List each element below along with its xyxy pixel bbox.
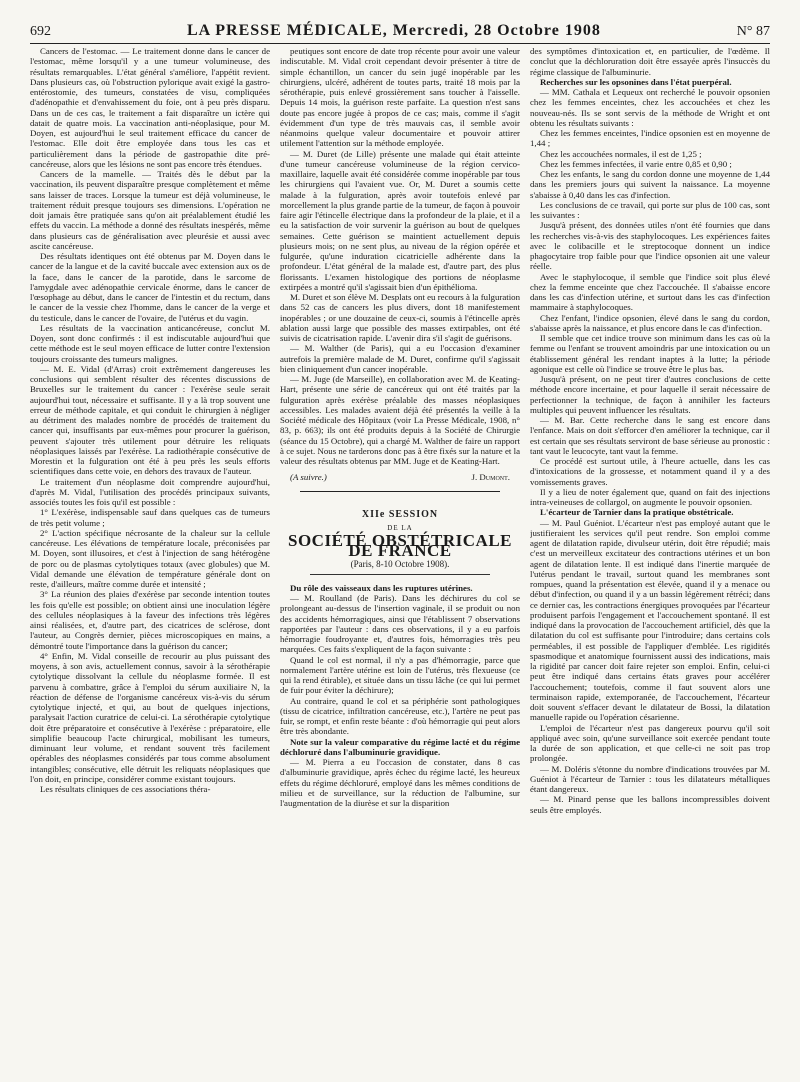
issue-number: N° 87 bbox=[736, 24, 770, 39]
paragraph: Quand le col est normal, il n'y a pas d'hémorragie, parce que normalement l'artère utérine est loin de l'utérus, très flexueuse (ce qui la rend étirable), et située dans un tissu lâche (ce qui lui permet de fuir pour éviter la déchirure); bbox=[280, 654, 520, 696]
paragraph: — M. Duret (de Lille) présente une malade qui était atteinte d'une tumeur cancéreuse volumineuse de la région cervico-maxillaire, laquelle avait été considérée comme inopérable par tous les chirurgiens qui l'avaient vue. Or, M. Duret a soumis cette malade à la fulguration, après avoir toutefois enlevé par morcellement la plus grande partie de la tumeur, de façon à pouvoir faire agir l'étincelle électrique dans la profondeur de la plaie, et il a eu la satisfaction de voir survenir la guérison au bout de quelques semaines. Cette guérison se maintient actuellement depuis plusieurs mois; on ne sent plus, au niveau de la région opérée et fulgurée, qu'une induration cicatricielle adhérente dans la profondeur. L'état général de la malade est, d'autre part, des plus florissants. L'examen histologique des portions de néoplasme extirpées a montré qu'il s'agissait bien d'un épithélioma. bbox=[280, 148, 520, 292]
publication-title: LA PRESSE MÉDICALE, Mercredi, 28 Octobre 1908 bbox=[186, 22, 601, 39]
society-name: SOCIÉTÉ OBSTÉTRICALE DE FRANCE bbox=[288, 531, 512, 561]
section-divider bbox=[300, 491, 500, 492]
paragraph: Il semble que cet indice trouve son minimum dans les cas où la femme ou l'enfant se trouvent amoindris par une intoxication ou un établissement général les rendant inaptes à la lutte; la période agonique est celle où l'indice se trouve être le plus bas. bbox=[530, 333, 770, 374]
paragraph: — M. Pinard pense que les ballons incompressibles doivent seuls être employés. bbox=[530, 794, 770, 815]
paragraph: — M. Juge (de Marseille), en collaboration avec M. de Keating-Hart, présente une série de cancéreux qui ont été traités par la fulguration après exérèse préalable des masses néoplasiques accessibles. Les malades avaient déjà été présentés la veille à la Société médicale des Hôpitaux (voir La Presse Médicale, 1908, n° 83, p. 663); ils ont été produits depuis à la Société de Chirurgie (séance du 15 Octobre), qui a chargé M. Walther de faire un rapport à ce sujet. Nous ne tarderons donc pas à être fixés sur la nature et la valeur des résultats obtenus par MM. Juge et de Keating-Hart. bbox=[280, 374, 520, 466]
paragraph: Chez les enfants, le sang du cordon donne une moyenne de 1,44 dans les premiers jours qui suivent la naissance. La moyenne s'abaisse à 0,40 dans les cas d'infection. bbox=[530, 169, 770, 200]
paragraph: Jusqu'à présent, des données utiles n'ont été fournies que dans les recherches vis-à-vis des staphylocoques. Les expériences faites avec le colibacille et le streptocoque donnent un indice phagocytaire trop faible pour que l'indice opsonien ait une valeur réelle. bbox=[530, 220, 770, 272]
columns bbox=[30, 46, 770, 1074]
column-3 bbox=[530, 46, 770, 1074]
paragraph: Cancers de la mamelle. — Traités dès le début par la vaccination, ils peuvent disparaître presque complètement et même sans laisser de traces. Lorsque la tumeur est déjà volumineuse, le traitement réduit presque toujours ses dimensions. L'opération ne doit jamais être pratiquée sans qu'on ait préalablement étudié les effets du vaccin. La méthode a donné des résultats inespérés, même dans plusieurs cas de généralisation avec pleurésie et aussi avec ascite cancéreuse. bbox=[30, 169, 270, 251]
paragraph: 3° La réunion des plaies d'exérèse par seconde intention toutes les fois qu'elle est possible; on obtient ainsi une inoculation légère des cellules néoplasiques à la faveur des infections très légères ainsi réalisées, et, d'autre part, des cicatrices de sclérose, dont l'auteur, au Congrès dernier, pièces microscopiques en mains, a démontré toute l'importance dans la guérison du cancer; bbox=[30, 589, 270, 651]
paragraph: 1° L'exérèse, indispensable sauf dans quelques cas de tumeurs de très petit volume ; bbox=[30, 507, 270, 528]
column-1 bbox=[30, 46, 270, 1074]
paragraph: Cancers de l'estomac. — Le traitement donne dans le cancer de l'estomac, même lorsqu'il y a une tumeur volumineuse, des résultats remarquables. L'état général s'améliore, l'appétit revient. Dans plusieurs cas, où l'obstruction pylorique avait exigé la gastro-entérostomie, des tumeurs, constatées de visu, compliquées d'adénopathie et d'envahissement du foie, ont à peu près disparu. Dans un de ces cas, le traitement a fait disparaître un ictère qui datait de quatre mois. La vaccination anti-néoplasique, pour M. Doyen, est aujourd'hui le seul traitement efficace du cancer de l'estomac. Elle doit être employée dans tous les cas et particulièrement dans la période de gastropathie dite pré-cancéreuse, alors que les lésions ne sont pas encore très étendues. bbox=[30, 46, 270, 169]
paragraph: — M. Paul Guéniot. L'écarteur n'est pas employé autant que le justifieraient les services qu'il peut rendre. Son emploi comme agent de dilatation rapide, divulseur utérin, doit être répudié; mais c'est un merveilleux excitateur des contractions utérines et un bon agent de dilatation lente. Il est indiqué dans l'inertie marquée de l'utérus pendant le travail, surtout quand les membranes sont rompues, quand la présentation est élevée, quand il y a menace ou début d'infection, ou quand il y a un bassin légèrement rétréci; dans ce dernier cas, les contractions énergiques provoquées par l'écarteur produisent parfois l'engagement et l'accouchement spontané. Il est indiqué dans la provocation de l'accouchement artificiel, dès que la dilatation du col est suffisante pour l'introduire; dans certains cols perméables, il est possible de l'appliquer d'emblée. Les rigidités spasmodique et anatomique fournissent aussi des indications, mais la rigidité par cancer doit faire rejeter son emploi. Enfin, celui-ci peut être indiqué dans certains états graves pour accélérer l'accouchement; toutefois, comme il faut souvent alors une terminaison rapide, extemporanée, de l'accouchement, l'écarteur doit souvent s'effacer devant le dilatateur de Bossi, la dilatation manuelle rapide ou l'opération césarienne. bbox=[530, 517, 770, 723]
session-heading bbox=[280, 510, 520, 569]
session-number: XIIe SESSION bbox=[361, 508, 439, 520]
paragraph: — M. Doléris s'étonne du nombre d'indications trouvées par M. Guéniot à l'écarteur de Tarnier : tous les dilatateurs métalliques étant dangereux. bbox=[530, 763, 770, 794]
column-2 bbox=[280, 46, 520, 1074]
paragraph: Chez les femmes enceintes, l'indice opsonien est en moyenne de 1,44 ; bbox=[530, 128, 770, 149]
paragraph: — M. Roulland (de Paris). Dans les déchirures du col se prolongeant au-dessus de l'insertion vaginale, il se produit ou non des accidents hémorragiques, ainsi que l'établissent 7 observations rapportées par l'auteur : dans ces observations, il y a eu parfois hémorragie foudroyante et, d'autres fois, hémorragies très peu marquées. Ces faits s'expliquent de la façon suivante : bbox=[280, 593, 520, 655]
page-header bbox=[30, 14, 770, 44]
paragraph: — M. Bar. Cette recherche dans le sang est encore dans l'enfance. Mais on doit s'efforcer d'en améliorer la technique, car il est certain que ses résultats serviront de base sérieuse au pronostic : tant vaut le leucocyte, tant vaut la femme. bbox=[530, 415, 770, 456]
paragraph: M. Duret et son élève M. Desplats ont eu recours à la fulguration dans 52 cas de cancers les plus divers, dont 18 manifestement inopérables ; or une douzaine de ceux-ci, soumis à l'étincelle après ablation aussi large que possible des masses extirpables, ont été suivis de cicatrisation rapide. L'avenir dira s'il s'agit de guérisons. bbox=[280, 292, 520, 343]
paragraph: — M. Pierra a eu l'occasion de constater, dans 8 cas d'albuminurie gravidique, après échec du régime lacté, les heureux effets du régime déchloruré, employé dans les mêmes conditions de milieu et de surveillance, sur la réduction de l'albumine, sur l'augmentation de la diurèse et sur la disparition bbox=[280, 757, 520, 808]
heading-rule bbox=[310, 574, 490, 575]
paragraph: 2° L'action spécifique nécrosante de la chaleur sur la cellule cancéreuse. Les élévations de température locale, préconisées par M. Doyen, sont illusoires, et c'est à l'injection de sang hétérogène de porc ou de plasmas cytolytiques totaux (avec globules) que M. Vidal demande une élévation de température générale dont on reste, d'ailleurs, maître comme durée et intensité ; bbox=[30, 527, 270, 589]
paragraph: L'écarteur de Tarnier dans la pratique obstétricale. bbox=[540, 507, 734, 518]
paragraph: Des résultats identiques ont été obtenus par M. Doyen dans le cancer de la langue et de la cavité buccale avec extension aux os de la face, dans le cancer de la parotide, dans le sarcome de l'amygdale avec adénopathie cervicale énorme, dans le cancer de l'œsophage au début, dans le cancer de l'intestin et du rectum, dans le cancer de la vessie chez l'homme, dans le cancer de la verge et du testicule, dans le cancer de l'ovaire, de l'utérus et du vagin. bbox=[30, 251, 270, 323]
paragraph: Les conclusions de ce travail, qui porte sur plus de 100 cas, sont les suivantes : bbox=[530, 199, 770, 220]
paragraph: Chez les femmes infectées, il varie entre 0,85 et 0,90 ; bbox=[540, 158, 732, 169]
paragraph: Le traitement d'un néoplasme doit comprendre aujourd'hui, d'après M. Vidal, l'utilisation des procédés principaux suivants, associés toutes les fois qu'il est possible : bbox=[30, 476, 270, 507]
paragraph: des symptômes d'intoxication et, en particulier, de l'œdème. Il conclut que la déchloruration doit être essayée après l'insuccès du régime classique de l'albuminurie. bbox=[530, 46, 770, 77]
paragraph: Ce procédé est surtout utile, à l'heure actuelle, dans les cas d'intoxications de la grossesse, et notamment quand il y a des vomissements graves. bbox=[530, 456, 770, 487]
author-signature: J. Dumont. bbox=[471, 472, 510, 483]
session-of: DE LA bbox=[387, 523, 413, 532]
paragraph: 4° Enfin, M. Vidal conseille de recourir au plus puissant des moyens, à son avis, actuellement connus, savoir à la sérothérapie cytolytique dissolvant la cellule du néoplasme formée. Il est parvenu à combattre, grâce à l'emploi du sérum auxiliaire N, la réaction de défense de l'organisme cancéreux vis-à-vis du sérum cytolytique injecté, et qui, au bout de quelques injections, paralysait l'action curatrice de celui-ci. La sérothérapie cytolytique doit être préparatoire et consécutive à l'exérèse : préparatoire, elle simplifie beaucoup l'acte chirurgical, mobilisant les tumeurs, diminuant leur volume, et rendant souvent très facilement opérables des néoplasmes considérés par tous comme absolument intangibles; consécutive, elle détruit les reliquats néoplasiques que l'on doit, en principe, considérer comme existant toujours. bbox=[30, 650, 270, 784]
paragraph: Chez l'enfant, l'indice opsonien, élevé dans le sang du cordon, s'abaisse après la naissance, et plus encore dans le cas d'infection. bbox=[530, 312, 770, 333]
paragraph: — MM. Cathala et Lequeux ont recherché le pouvoir opsonien chez les femmes enceintes, chez les accouchées et chez les nouveau-nés. Ils se sont servis de la méthode de Wright et ont obtenu les résultats suivants : bbox=[530, 87, 770, 128]
paragraph: Jusqu'à présent, on ne peut tirer d'autres conclusions de cette méthode encore incertaine, et pour laquelle il serait nécessaire de perfectionner la technique, de façon à annihiler les facteurs multiples qui peuvent influencer les résultats. bbox=[530, 374, 770, 415]
paragraph: peutiques sont encore de date trop récente pour avoir une valeur indiscutable. M. Vidal croit cependant devoir présenter à titre de simple échantillon, un cancer du sein jugé inopérable par les chirurgiens, ulcéré, adhérent de toutes parts, traité 18 mois par la sérothérapie, puis enlevé grossièrement sans toucher à l'aisselle. Depuis 14 mois, la guérison reste parfaite. La question n'est sans doute pas encore jugée à propos de ce cas; mais, comme il s'agit évidemment d'un type de très mauvais cas, il semble avoir néanmoins quelque valeur documentaire et pouvoir attirer utilement l'attention sur la méthode employée. bbox=[280, 46, 520, 149]
paragraph: Avec le staphylocoque, il semble que l'indice soit plus élevé chez la femme enceinte que chez l'accouchée. Il s'abaisse encore dans les cas d'infection utérine, et surtout dans les cas d'infection mammaire à staphylocoques. bbox=[530, 271, 770, 313]
paragraph: — M. Walther (de Paris), qui a eu l'occasion d'examiner autrefois la première malade de M. Duret, confirme qu'il s'agissait bien cliniquement d'un cancer inopérable. bbox=[280, 343, 520, 374]
signature-row bbox=[290, 472, 510, 482]
to-be-continued: (A suivre.) bbox=[290, 472, 327, 483]
paragraph: Note sur la valeur comparative du régime lacté et du régime déchloruré dans l'albuminurie gravidique. bbox=[280, 736, 520, 757]
paragraph: Les résultats cliniques de ces associations théra- bbox=[40, 784, 211, 794]
paragraph: Du rôle des vaisseaux dans les ruptures utérines. bbox=[290, 582, 473, 593]
page-number: 692 bbox=[30, 24, 51, 39]
paragraph: Les résultats de la vaccination anticancéreuse, conclut M. Doyen, sont donc confirmés : il est indiscutable aujourd'hui que cette méthode est le seul moyen efficace de lutter contre l'extension toujours croissante des tumeurs malignes. bbox=[30, 322, 270, 364]
paragraph: Chez les accouchées normales, il est de 1,25 ; bbox=[540, 148, 702, 159]
paragraph: Il y a lieu de noter également que, quand on fait des injections intra-veineuses de collargol, on augmente le pouvoir opsonien. bbox=[530, 486, 770, 507]
column-2-top bbox=[280, 46, 520, 466]
session-place: (Paris, 8-10 Octobre 1908). bbox=[350, 558, 450, 569]
paragraph: Au contraire, quand le col et sa périphérie sont pathologiques (tissu de cicatrice, infiltration cancéreuse, etc.), l'artère ne peut pas fuir, se rompt, et enfin reste béante : d'où hémorragie qui peut alors être très abondante. bbox=[280, 695, 520, 737]
paragraph: — M. E. Vidal (d'Arras) croit extrêmement dangereuses les conclusions qui semblent résulter des récentes discussions de Bruxelles sur le traitement du cancer : l'exérèse seule serait aujourd'hui tout, nécessaire et suffisante. Il y a là trop souvent une erreur de méthode capitale, et qui conduit le chirurgien à négliger au détriment des malades nombre de procédés de traitement du cancer qui, insuffisants par eux-mêmes pour procurer la guérison, peuvent s'ajouter très utilement pour détruire les reliquats néoplasiques laissés par l'exérèse. La radiothérapie consécutive de Morestin et la fulguration ont été à peu près les seuls efforts scientifiques dans cette voie, en dehors des travaux de l'auteur. bbox=[30, 363, 270, 477]
paragraph: Recherches sur les opsonines dans l'état puerpéral. bbox=[540, 76, 732, 87]
paragraph: L'emploi de l'écarteur n'est pas dangereux pourvu qu'il soit appliqué avec soin, qu'une surveillance soit exercée pendant toute la durée de son application, et que celle-ci ne soit pas trop prolongée. bbox=[530, 722, 770, 764]
column-2-bottom bbox=[280, 583, 520, 809]
